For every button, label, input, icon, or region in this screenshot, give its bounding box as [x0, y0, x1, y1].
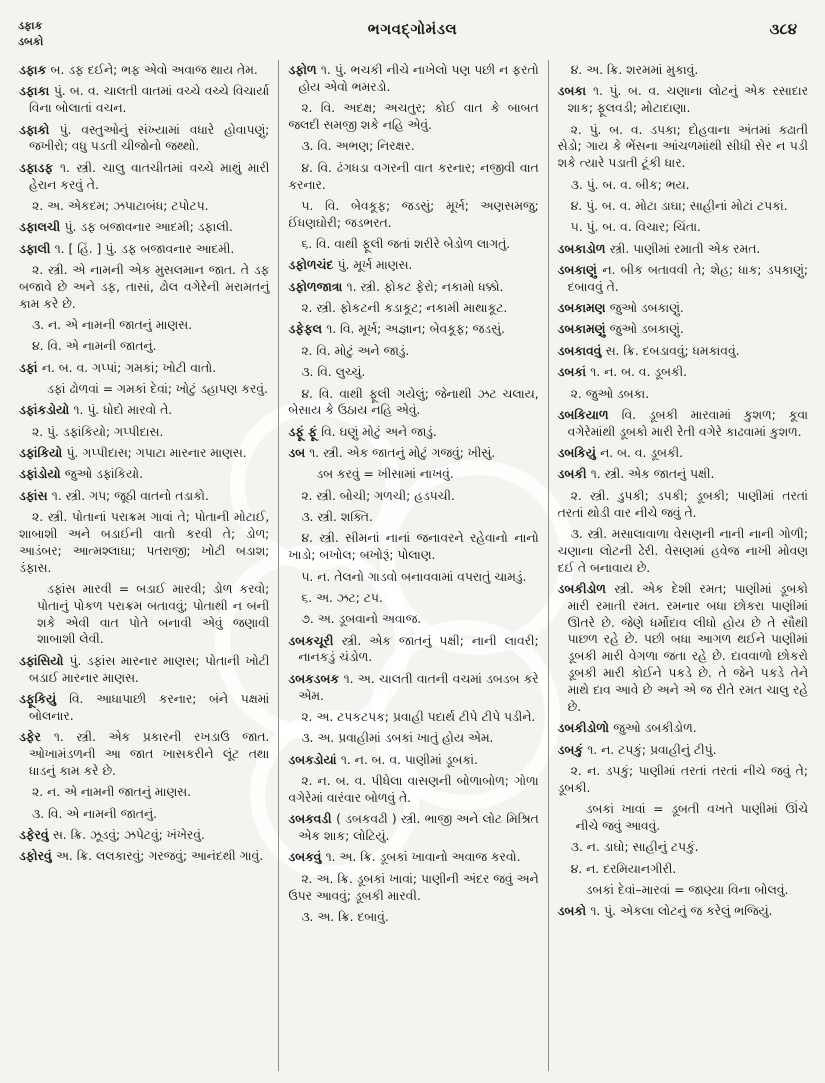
- headword: ડબ: [288, 446, 310, 461]
- headword: ડફાંડોયો: [19, 467, 65, 482]
- sense-paragraph: ૫. પું. બ. વ. વિચાર; ચિંતા.: [570, 220, 701, 235]
- headword: ડફાંસ: [19, 488, 52, 503]
- page-number: ૩૮૪: [769, 20, 797, 38]
- headword: ડબકવું: [288, 850, 326, 865]
- sense-paragraph: ૭. અ. ડૂબવાનો અવાજ.: [301, 612, 422, 627]
- headword: ડફાકો: [19, 122, 60, 137]
- dictionary-column: [548, 60, 817, 1071]
- sense-paragraph: ૩. સ્ત્રી. મસાલાવાળા વેસણની નાની નાની ગોળી; ચણાના લોટની ઢેરી. વેસણમાં હવેજ નાખી મોવણ દઈ તે બનાવાય છે.: [557, 526, 808, 575]
- headword: ડબકાવવું: [557, 343, 606, 358]
- headword: ડબકિયાળ: [557, 407, 622, 422]
- sense-paragraph: ૩. ન. ડાઘો; સાહીનું ટપકું.: [570, 840, 699, 855]
- dictionary-entry: ડબકીડોળ સ્ત્રી. એક દેશી રમત; પાણીમાં ડૂબકો મારી રમાતી રમત. રમનાર બધા છોકરા પાણીમાં ઊતરે છે. જેણે ધર્મોદાવ લીધો હોય છે તે સૌથી પાછળ રહે છે. પછી બધા આગળ થઈને પાણીમાં ડૂબકી મારી વેગળા જતા રહે છે. દાવવાળો છોકરો ડૂબકી મારી કોઈને પકડે છે. તે જેને પકડે તેને માથે દાવ આવે છે અને એ જ રીતે રમત ચાલુ રહે છે.: [557, 581, 808, 714]
- dictionary-column: [10, 60, 278, 1071]
- dictionary-entry: ડફેરવું સ. ક્રિ. ઝૂડવું; ઝપેટવું; ખંખેરવું.: [19, 827, 205, 842]
- dictionary-entry: ડફૂકિયું વિ. આધાપાછી કરનાર; બંને પક્ષમાં બોલનાર.: [19, 692, 270, 723]
- sense-paragraph: ૨. અ. ક્રિ. ડૂબકાં ખાવાં; પાણીની અંદર જવું અને ઉપર આવવું; ડૂબકી મારવી.: [288, 871, 539, 903]
- dictionary-entry: ડબકાડોળ સ્ત્રી. પાણીમાં રમાતી એક રમત.: [557, 241, 761, 256]
- sense-paragraph: ૩. વિ. લુચ્ચું.: [301, 365, 366, 380]
- headword: ડબકો: [557, 904, 591, 919]
- columns-container: [10, 60, 817, 1071]
- guide-word-first: ડફાક: [18, 19, 43, 32]
- dictionary-entry: ડબકાણું ન. બીક બતાવવી તે; શેહ; ધાક; ડપકાણું; દબાવવું તે.: [557, 262, 808, 294]
- sense-paragraph: ૪. પું. બ. વ. મોટા ડાઘા; સાહીનાં મોટાં ટપકાં.: [570, 198, 788, 213]
- headword: ડબકિયું: [557, 446, 601, 461]
- sense-paragraph: ૩. પું. બ. વ. બીક; ભય.: [570, 177, 690, 192]
- headword: ડફાકા: [19, 84, 54, 99]
- dictionary-entry: ડફાંકિયો પું. ગપ્પીદાસ; ગપાટા મારનાર માણસ.: [19, 446, 247, 461]
- sense-paragraph: ૩. ન. એ નામની જાતનું માણસ.: [32, 317, 193, 332]
- sense-paragraph: ૩. સ્ત્રી. શક્તિ.: [301, 510, 373, 525]
- dictionary-entry: ડબકો ૧. પું. એકલા લોટનું જ કરેલું ભજિયું.: [557, 904, 773, 919]
- sense-paragraph: ૨. ન. બ. વ. પીધેલા વાસણની બોળાબોળ; ગોળા વગેરેમાં વારંવાર બોળવું તે.: [288, 774, 539, 805]
- dictionary-entry: ડબ ૧. સ્ત્રી. એક જાતનું મોટું ગજવું; ખીસું.: [288, 446, 496, 461]
- headword: ડબકી: [557, 467, 591, 482]
- sense-paragraph: ૨. વિ. મોટું અને જાડું.: [301, 343, 410, 358]
- dictionary-entry: ડબકામણ જુઓ ડબકાણું.: [557, 301, 684, 316]
- dictionary-entry: ડબકડબક ૧. અ. ચાલતી વાતની વચમાં ડબડબ કરે એમ.: [288, 671, 539, 703]
- headword: ડફાલચી: [19, 220, 65, 235]
- headword: ડફોળ: [288, 63, 321, 77]
- sense-paragraph: ૨. પું. ડફાંકિયો; ગપ્પીદાસ.: [32, 424, 164, 439]
- headword: ડબકા: [557, 84, 593, 99]
- headword: ડફાંકડોયો: [19, 403, 74, 418]
- sense-paragraph: ૨. સ્ત્રી. એ નામની એક મુસલમાન જાત. તે ડફ બજાવે છે અને ડફ, તાસાં, ઢોલ વગેરેની મરામતનું કામ કરે છે.: [19, 262, 270, 311]
- idiom-paragraph: ડબ કરવું = ખીસામાં નાખવું.: [316, 467, 454, 482]
- sense-paragraph: ૨. ન. ડપકું; પાણીમાં તરતાં તરતાં નીચે જવું તે; ડૂબકી.: [557, 763, 808, 795]
- dictionary-entry: ડફેર ૧. સ્ત્રી. એક પ્રકારની રખડાઉ જાત. ઓખામંડળની આ જાત ખાસકરીને લૂંટ તથા ધાડનું કામ કરે છે.: [19, 730, 270, 778]
- headword: ડબકું: [557, 742, 588, 757]
- dictionary-entry: ડફાંસ ૧. સ્ત્રી. ગપ; જૂઠી વાતનો તડાકો.: [19, 488, 209, 503]
- dictionary-column: [278, 60, 547, 1071]
- dictionary-entry: ડફાંડોયો જુઓ ડફાંકિયો.: [19, 467, 144, 482]
- dictionary-entry: ડબકાં ૧. ન. બ. વ. ડૂબકી.: [557, 365, 687, 380]
- sense-paragraph: ૫. ન. તેલનો ગાડવો બનાવવામાં વપરાતું ચામડું.: [301, 569, 527, 584]
- headword: ડફાંકિયો: [19, 446, 67, 461]
- sense-paragraph: ૪. વિ. ઢંગધડા વગરની વાત કરનાર; નજીવી વાત કરનાર.: [288, 160, 539, 192]
- dictionary-entry: ડબકા ૧. પું. બ. વ. ચણાના લોટનું એક રસાદાર શાક; ફૂલવડી; મોટાદાણા.: [557, 84, 808, 116]
- headword: ડફેર: [19, 730, 54, 745]
- dictionary-entry: ડફાલી ૧. [ હિં. ] પું. ડફ બજાવનાર આદમી.: [19, 241, 235, 256]
- dictionary-entry: ડફાંકડોયો ૧. પું. ધોદો મારવો તે.: [19, 403, 173, 418]
- sense-paragraph: ૨. પું. બ. વ. ડપકા; દોહવાના અંતમાં કઢાતી સેડો; ગાય કે ભેંસના આંચળમાંથી સીધી સેર ન પડી શકે ત્યારે પડાતી ટૂંકી ધાર.: [557, 122, 808, 171]
- sense-paragraph: ૪. સ્ત્રી. સીમનાં નાનાં જનાવરને રહેવાનો નાનો ખાડો; બખોલ; બખોરૂં; પોલાણ.: [288, 531, 539, 563]
- headword: ડબકામણ: [557, 301, 610, 316]
- headword: ડફોળચંદ: [288, 258, 338, 273]
- sense-paragraph: ૪. અ. ક્રિ. શરમમાં મુકાવું.: [570, 63, 699, 77]
- dictionary-entry: ડફાક બ. ડફ દઈને; ભફ એવો અવાજ થાય તેમ.: [19, 63, 258, 77]
- headword: ડબકવડી: [288, 812, 337, 827]
- headword: ડબકાડોળ: [557, 241, 610, 256]
- headword: ડફોરવું: [19, 849, 56, 864]
- dictionary-entry: ડબકડોયાં ૧. ન. બ. વ. પાણીમાં ડૂબકાં.: [288, 752, 478, 767]
- dictionary-entry: ડફાકો પું. વસ્તુઓનું સંખ્યામાં વધારે હોવાપણું; જખીરો; વધુ પડતી ચીજોનો જથ્થો.: [19, 122, 270, 154]
- sense-paragraph: ૩. અ. ક્રિ. દબાવું.: [301, 909, 389, 924]
- headword: ડબકીડોળ: [557, 581, 615, 596]
- sense-paragraph: ૨. ન. એ નામની જાતનું માણસ.: [32, 785, 192, 800]
- dictionary-entry: ડબકવું ૧. અ. ક્રિ. ડૂબકાં ખાવાનો અવાજ કરવો.: [288, 850, 521, 865]
- sense-paragraph: ૩. વિ. એ નામની જાતનું.: [32, 806, 158, 821]
- dictionary-entry: ડબકવડી ( ડબકવઢી ) સ્ત્રી. ભાજી અને લોટ મિશ્રિત એક શાક; લોટિયું.: [288, 812, 539, 844]
- idiom-paragraph: ડફાંસ મારવી = બડાઈ મારવી; ડોળ કરવો; પોતાનું પોકળ પરાક્રમ બતાવવું; પોતાથી ન બની શકે એવી વાત પોતે બનાવી એવું જણાવી શાબાશી લેવી.: [37, 581, 270, 647]
- headword: ડબકામણું: [557, 322, 610, 337]
- sense-paragraph: ૪. વિ. વાથી ફૂલી ગયેલું; જેનાથી ઝટ ચલાય, બેસાય કે ઉઠાય નહિ એવું.: [288, 386, 539, 418]
- sense-paragraph: ૨. સ્ત્રી. ડુપકી; ડપકી; ડૂબકી; પાણીમાં તરતાં તરતાં થોડી વાર નીચે જવું તે.: [557, 488, 808, 520]
- idiom-paragraph: ડફાં ઢોળવાં = ગમકાં દેવાં; ખોટું ડહાપણ કરવું.: [47, 382, 268, 396]
- sense-paragraph: ૬. અ. ઝટ; ટપ.: [301, 590, 383, 605]
- dictionary-entry: ડફોરવું અ. ક્રિ. લલકારવું; ગરજવું; આનંદથી ગાવું.: [19, 849, 264, 864]
- dictionary-entry: ડબકી ૧. સ્ત્રી. એક જાતનું પક્ષી.: [557, 467, 715, 482]
- idiom-paragraph: ડબકાં દેવાં–મારવાં = જાણ્યા વિના બોલવું.: [585, 882, 789, 897]
- sense-paragraph: ૨. વિ. અદક્ષ; અચતુર; કોઈ વાત કે બાબત જલદી સમજી શકે નહિ એવું.: [288, 101, 539, 133]
- headword: ડફેરવું: [19, 827, 53, 842]
- headword: ડબકાં: [557, 365, 591, 380]
- sense-paragraph: ૬. વિ. વાથી ફૂલી જતાં શરીરે બેડોળ લાગતું.: [301, 237, 511, 252]
- sense-paragraph: ૩. વિ. અભણ; નિરક્ષર.: [301, 139, 415, 154]
- headword: ડબકડબક: [288, 671, 344, 686]
- headword: ડફૂં ફૂં: [288, 424, 322, 439]
- headword: ડફૂકિયું: [19, 692, 70, 706]
- dictionary-entry: ડફાલચી પું. ડફ બજાવનાર આદમી; ડફાલી.: [19, 220, 233, 235]
- sense-paragraph: ૪. વિ. એ નામની જાતનું.: [32, 339, 157, 354]
- headword: ડફાં: [19, 360, 42, 375]
- dictionary-entry: ડફોળચંદ પું. મૂર્ખ માણસ.: [288, 258, 413, 273]
- dictionary-entry: ડફાં ન. બ. વ. ગપ્પાં; ગમકાં; ખોટી વાતો.: [19, 360, 217, 375]
- dictionary-entry: ડબકીડોળો જુઓ ડબકીડોળ.: [557, 721, 697, 736]
- sense-paragraph: ૨. સ્ત્રી. પોતાનાં પરાક્રમ ગાવાં તે; પોતાની મોટાઈ, શાબાશી અને બડાઈની વાતો કરવી તે; ડોળ; આડંબર; આત્મશ્લાઘા; પતરાજી; ખોટી બડાશ; ડંફાસ.: [19, 510, 270, 575]
- dictionary-entry: ડફેફલ ૧. વિ. મૂર્ખ; અજ્ઞાન; બેવકૂફ; જડસું.: [288, 322, 505, 337]
- headword: ડબકચૂરી: [288, 633, 342, 648]
- dictionary-entry: ડબકિયાળ વિ. ડૂબકી મારવામાં કુશળ; કૂવા વગેરેમાંથી ડૂબકો મારી રેતી વગેરે કાઢવામાં કુશળ.: [557, 407, 808, 439]
- headword: ડફાક: [19, 63, 51, 77]
- headword: ડબકડોયાં: [288, 752, 341, 767]
- dictionary-entry: ડફાડફ ૧. સ્ત્રી. ચાલુ વાતચીતમાં વચ્ચે માથું મારી હેરાન કરવું તે.: [19, 160, 270, 192]
- headword: ડફેફલ: [288, 322, 327, 337]
- page-header: [0, 14, 825, 62]
- dictionary-entry: ડબકામણું જુઓ ડબકાણું.: [557, 322, 684, 337]
- headword: ડફાલી: [19, 241, 55, 256]
- dictionary-entry: ડબકિયું ન. બ. વ. ડૂબકી.: [557, 446, 683, 461]
- headword: ડફાડફ: [19, 160, 60, 175]
- dictionary-entry: ડફાંસિયો પું. ડફાંસ મારનાર માણસ; પોતાની ખોટી બડાઈ મારનાર માણસ.: [19, 653, 270, 685]
- dictionary-entry: ડફાકા પું. બ. વ. ચાલતી વાતમાં વચ્ચે વચ્ચે વિચાર્યા વિના બોલાતાં વચન.: [19, 84, 270, 116]
- sense-paragraph: ૨. જુઓ ડબકા.: [570, 386, 650, 401]
- sense-paragraph: ૩. અ. પ્રવાહીમાં ડબકાં ખાતું હોય એમ.: [301, 731, 494, 746]
- sense-paragraph: ૪. ન. દરમિયાનગીરી.: [570, 861, 677, 876]
- dictionary-entry: ડફોળ ૧. પું. ભચકી નીચે નાખેલો પણ પછી ન ફરતો હોય એવો ભમરડો.: [288, 63, 539, 94]
- page-title: ભગવદ્ગોમંડલ: [367, 20, 458, 38]
- sense-paragraph: ૨. અ. ટપકટપક; પ્રવાહી પદાર્થ ટીપે ટીપે પડીને.: [301, 710, 536, 724]
- dictionary-entry: ડબકચૂરી સ્ત્રી. એક જાતનું પક્ષી; નાની લાવરી; નાનકડું ચંડોળ.: [288, 633, 539, 665]
- guide-word-last: ડબકો: [18, 34, 44, 48]
- idiom-paragraph: ડબકાં ખાવાં = ડૂબતી વખતે પાણીમાં ઊંચે નીચે જવું આવવું.: [575, 802, 808, 833]
- headword: ડબકાણું: [557, 262, 603, 277]
- headword: ડબકીડોળો: [557, 721, 614, 736]
- dictionary-entry: ડબકું ૧. ન. ટપકું; પ્રવાહીનું ટીપું.: [557, 742, 717, 757]
- dictionary-entry: ડફૂં ફૂં વિ. ઘણું મોટું અને જાડું.: [288, 424, 437, 439]
- headword: ડફાંસિયો: [19, 653, 70, 668]
- sense-paragraph: ૨. સ્ત્રી. ફોકટની કડાકૂટ; નકામી માથાકૂટ.: [301, 301, 508, 316]
- headword: ડફોળજાત્રા: [288, 279, 347, 294]
- dictionary-entry: ડબકાવવું સ. ક્રિ. દબડાવવું; ધમકાવવું.: [557, 343, 740, 358]
- dictionary-entry: ડફોળજાત્રા ૧. સ્ત્રી. ફોકટ ફેરો; નકામો ધક્કો.: [288, 279, 504, 294]
- sense-paragraph: ૨. અ. એકદમ; ઝપાટાબંધ; ટપોટપ.: [32, 198, 209, 213]
- sense-paragraph: ૫. વિ. બેવકૂફ; જડસું; મૂર્ખ; અણસમજુ; ઈંધણઘોરી; જડભરત.: [288, 198, 539, 230]
- sense-paragraph: ૨. સ્ત્રી. બોચી; ગળચી; હડપચી.: [301, 488, 455, 503]
